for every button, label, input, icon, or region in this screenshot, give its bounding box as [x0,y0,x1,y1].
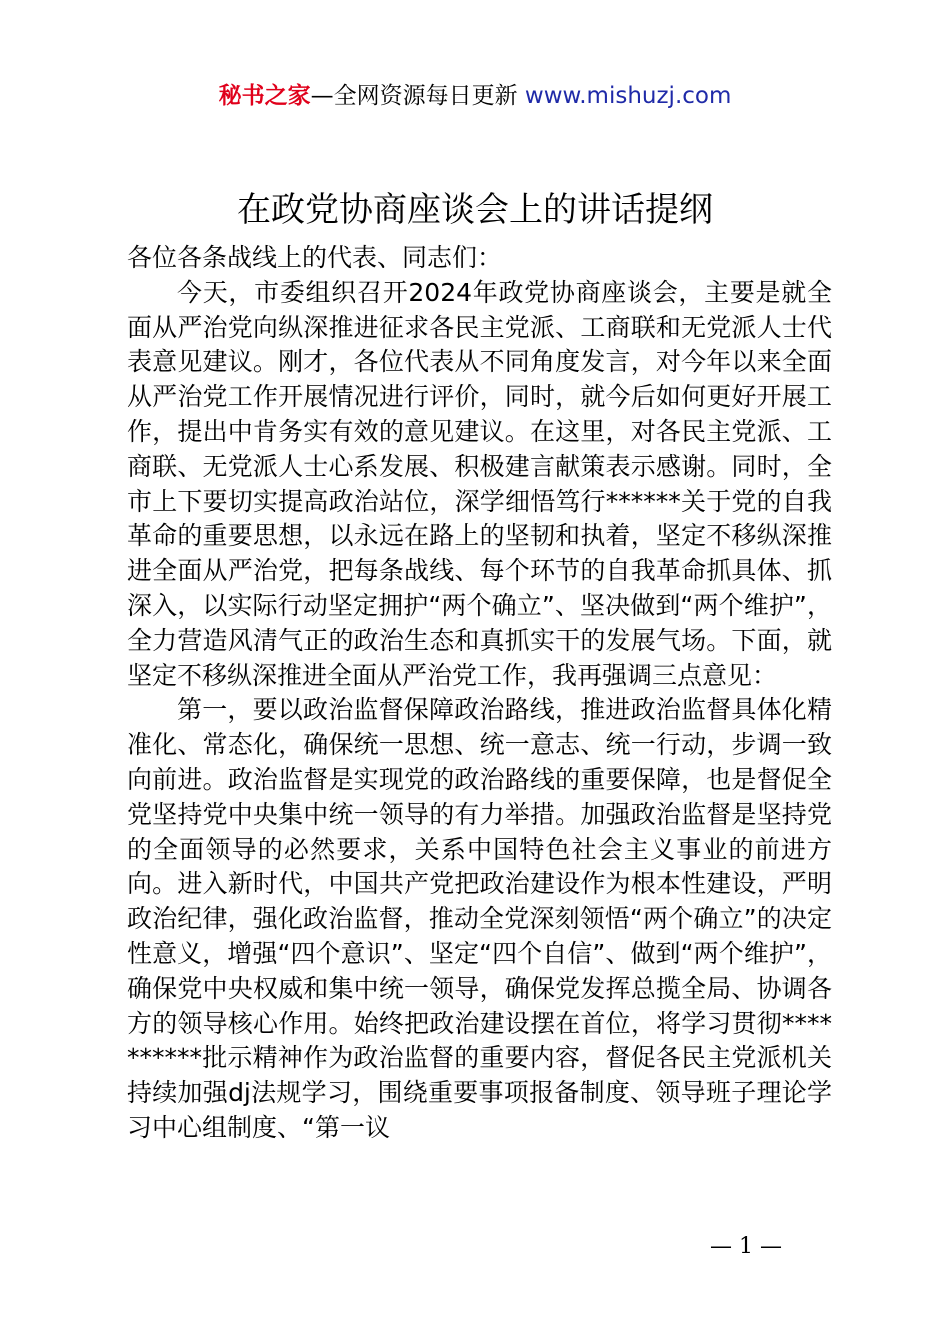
site-url-link[interactable]: www.mishuzj.com [524,83,732,109]
site-header [0,78,950,114]
header-slogan: —全网资源每日更新 [310,83,525,109]
paragraph-point-one: 第一，要以政治监督保障政治路线，推进政治监督具体化精准化、常态化，确保统一思想、统一意志、统一行动，步调一致向前进。政治监督是实现党的政治路线的重要保障，也是督促全党坚持党中央集中统一领导的有力举措。加强政治监督是坚持党的全面领导的必然要求，关系中国特色社会主义事业的前进方向。进入新时代，中国共产党把政治建设作为根本性建设，严明政治纪律，强化政治监督，推动全党深刻领悟“两个确立”的决定性意义，增强“四个意识”、坚定“四个自信”、做到“两个维护”，确保党中央权威和集中统一领导，确保党发挥总揽全局、协调各方的领导核心作用。始终把政治建设摆在首位，将学习贯彻**********批示精神作为政治监督的重要内容，督促各民主党派机关持续加强dj法规学习，围绕重要事项报备制度、领导班子理论学习中心组制度、“第一议 [127,695,832,1142]
document-title: 在政党协商座谈会上的讲话提纲 [237,190,713,230]
paragraph-intro: 今天，市委组织召开2024年政党协商座谈会，主要是就全面从严治党向纵深推进征求各民主党派、工商联和无党派人士代表意见建议。刚才，各位代表从不同角度发言，对今年以来全面从严治党工作开展情况进行评价，同时，就今后如何更好开展工作，提出中肯务实有效的意见建议。在这里，对各民主党派、工商联、无党派人士心系发展、积极建言献策表示感谢。同时，全市上下要切实提高政治站位，深学细悟笃行******关于党的自我革命的重要思想，以永远在路上的坚韧和执着，坚定不移纵深推进全面从严治党，把每条战线、每个环节的自我革命抓具体、抓深入，以实际行动坚定拥护“两个确立”、坚决做到“两个维护”，全力营造风清气正的政治生态和真抓实干的发展气场。下面，就坚定不移纵深推进全面从严治党工作，我再强调三点意见： [127,277,832,690]
document-body [127,241,832,1146]
page-footer [0,1232,950,1262]
salutation: 各位各条战线上的代表、同志们： [127,243,503,272]
brand-name: 秘书之家 [218,83,311,109]
page-number: — 1 — [710,1234,782,1259]
